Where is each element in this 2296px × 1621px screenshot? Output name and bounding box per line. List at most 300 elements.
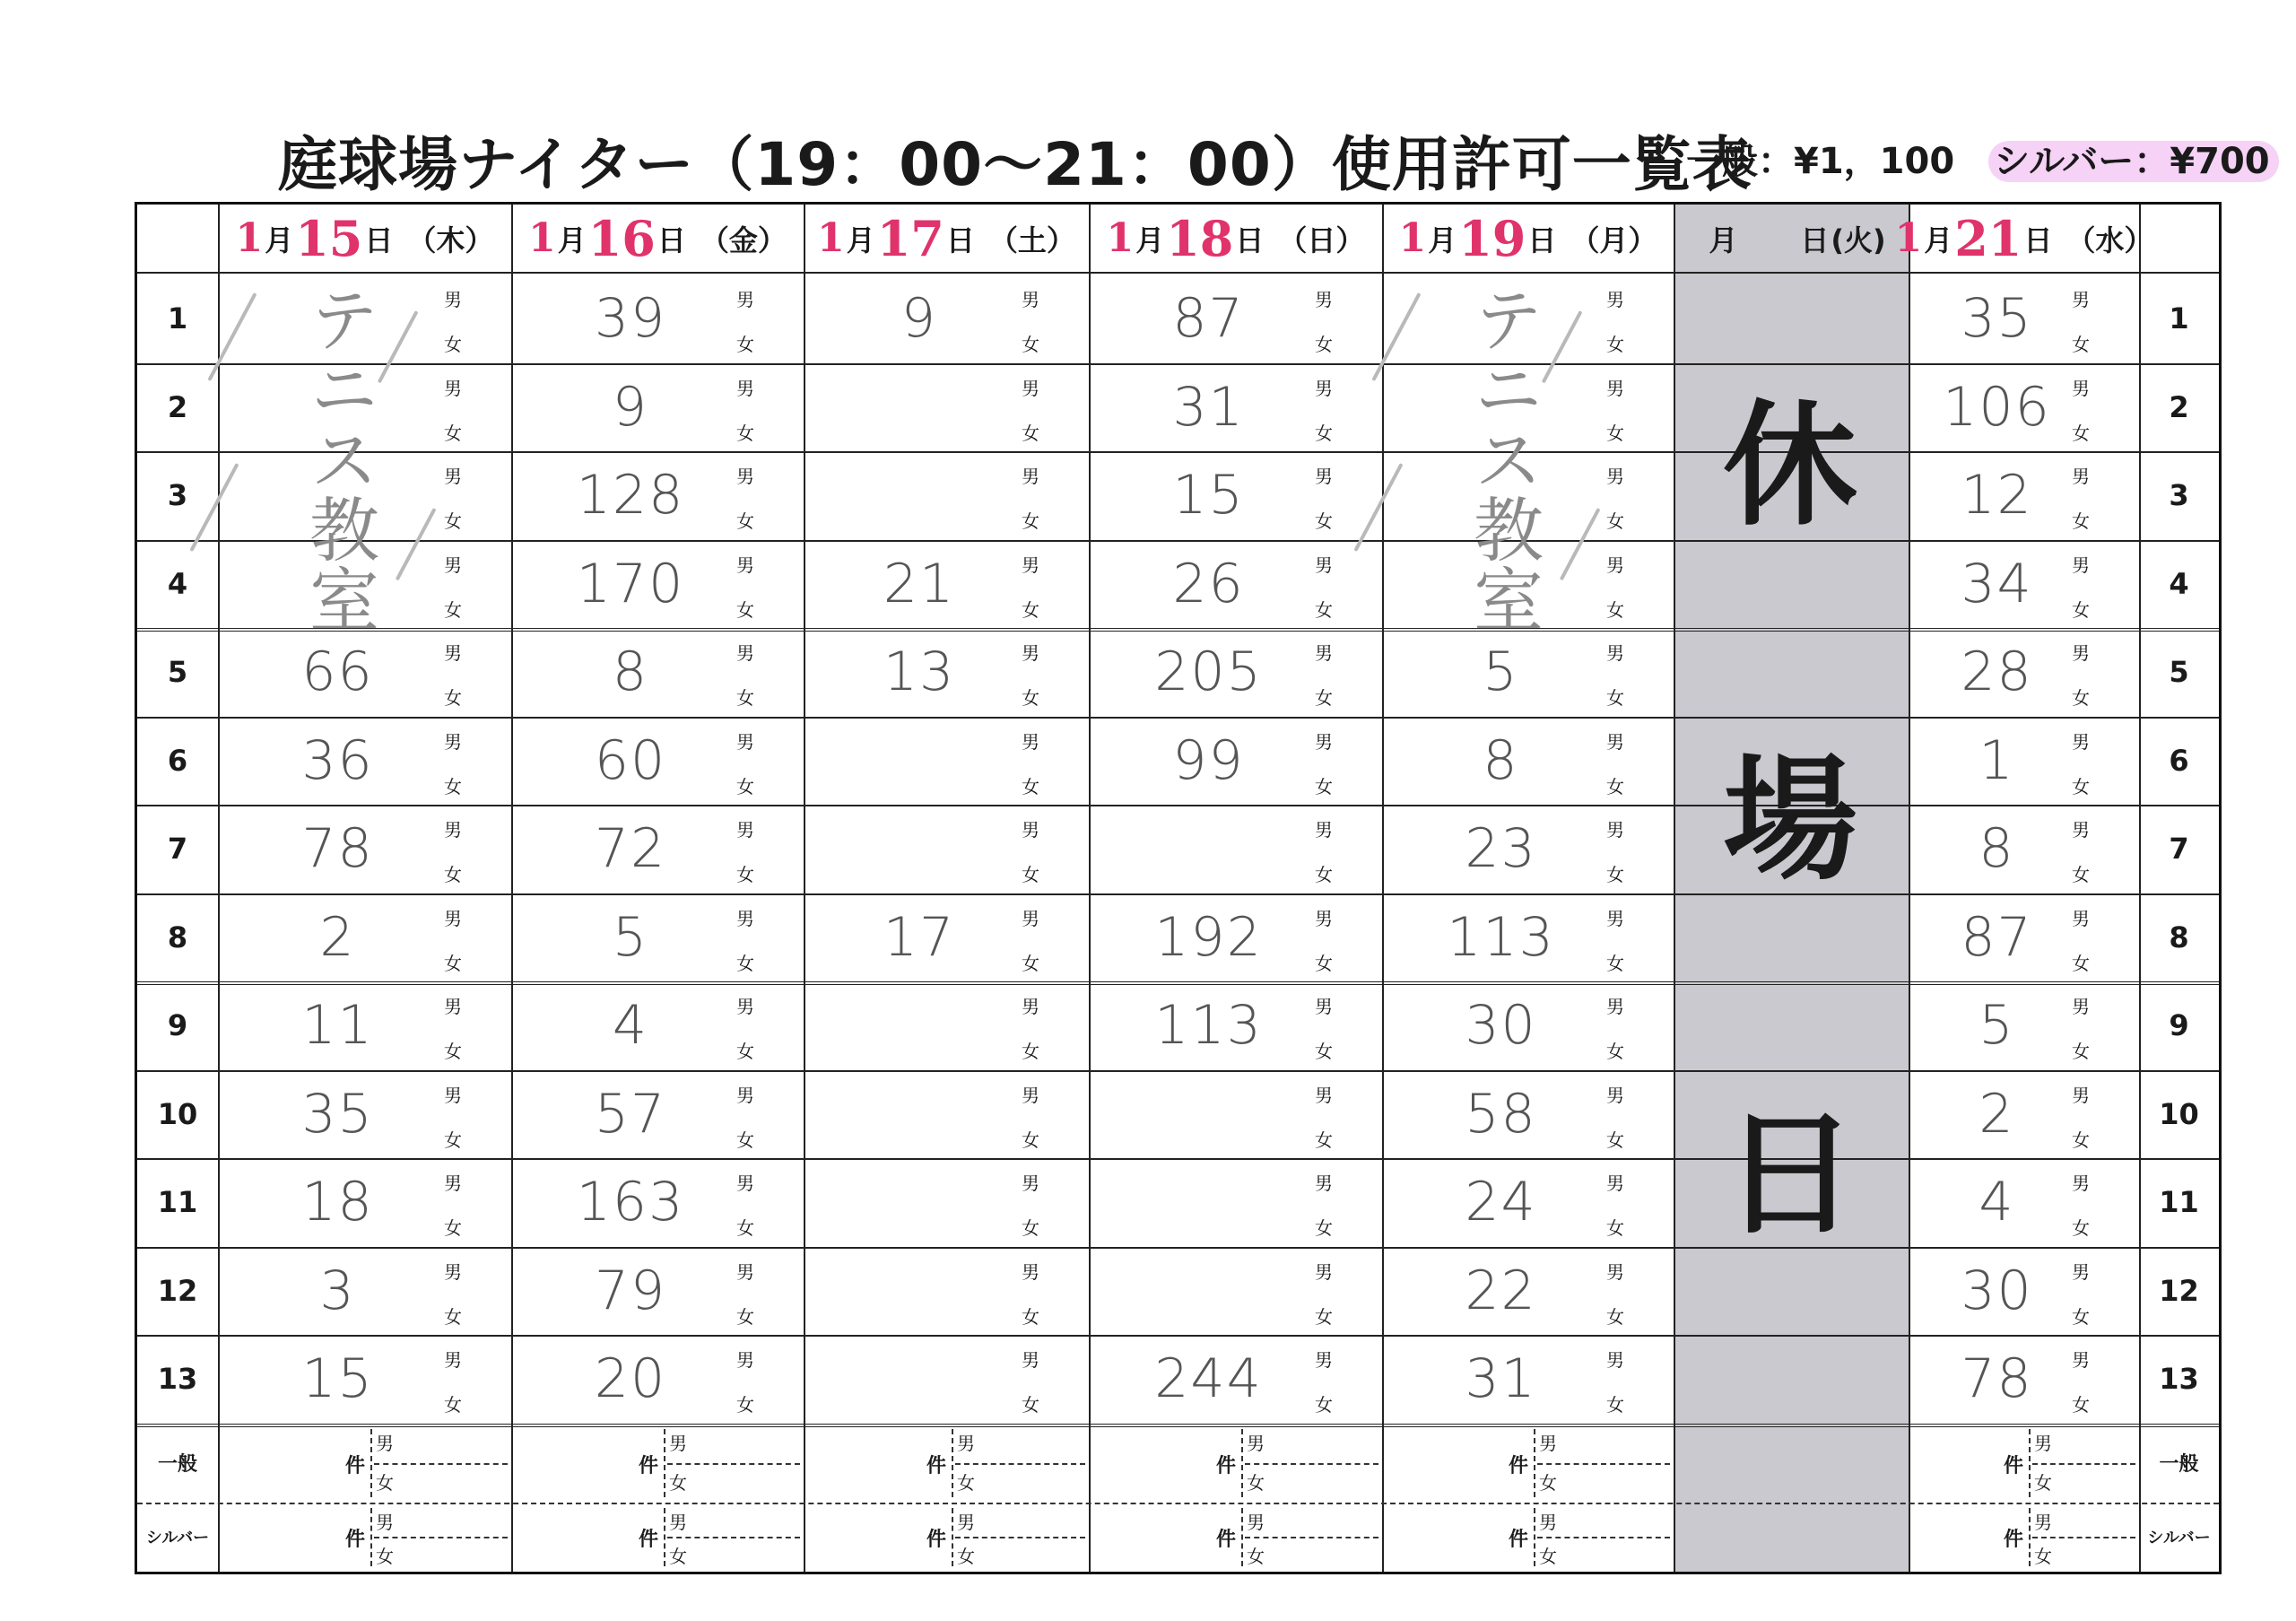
male-label: 男: [736, 1261, 754, 1283]
female-label: 女: [376, 1471, 394, 1494]
date-header: [804, 205, 1089, 272]
female-label: 女: [736, 687, 754, 709]
male-label: 男: [736, 1349, 754, 1371]
row-number: 9: [167, 1008, 188, 1043]
female-label: 女: [1315, 953, 1333, 974]
usage-count: 8: [1979, 817, 2015, 881]
male-label: 男: [1606, 1261, 1624, 1283]
header-month-unit: 月: [1135, 222, 1165, 257]
male-label: 男: [444, 378, 462, 399]
usage-count: [1089, 1247, 1328, 1336]
male-label: 男: [444, 996, 462, 1017]
usage-count: 5: [1483, 641, 1519, 704]
female-label: 女: [1606, 953, 1624, 974]
header-day: 17: [876, 209, 944, 267]
gender-dash: [1537, 1463, 1670, 1465]
male-label: 男: [1022, 1349, 1039, 1371]
row-number: 9: [2169, 1008, 2189, 1043]
case-count-label: 件: [1216, 1454, 1237, 1477]
case-count-label: 件: [345, 1529, 366, 1552]
female-label: 女: [1606, 423, 1624, 444]
female-label: 女: [1022, 510, 1039, 532]
female-label: 女: [444, 1129, 462, 1151]
male-label: 男: [1606, 466, 1624, 487]
gender-dash: [374, 1463, 508, 1465]
row-number: 12: [2159, 1274, 2199, 1309]
row-divider: [137, 1424, 2219, 1427]
male-label: 男: [1539, 1511, 1557, 1533]
female-label: 女: [2034, 1471, 2052, 1494]
split-dash: [2029, 1429, 2031, 1497]
male-label: 男: [2072, 1349, 2090, 1371]
closed-day-char: 場: [1723, 743, 1858, 899]
male-label: 男: [1315, 819, 1333, 841]
female-label: 女: [2034, 1546, 2052, 1568]
header-day-unit: 日: [364, 222, 394, 257]
female-label: 女: [1022, 687, 1039, 709]
male-label: 男: [1315, 1261, 1333, 1283]
usage-count: 31: [1465, 1347, 1537, 1411]
gender-dash: [374, 1537, 508, 1538]
closed-day-header: [1674, 205, 1909, 272]
male-label: 男: [1315, 289, 1333, 310]
header-weekday: （木）: [407, 222, 494, 257]
male-label: 男: [1022, 466, 1039, 487]
male-label: 男: [1315, 1172, 1333, 1194]
female-label: 女: [736, 1217, 754, 1239]
row-number: 5: [167, 655, 188, 690]
male-label: 男: [736, 731, 754, 753]
gender-dash: [955, 1537, 1085, 1538]
male-label: 男: [736, 908, 754, 929]
female-label: 女: [2072, 1394, 2090, 1416]
female-label: 女: [2072, 776, 2090, 797]
female-label: 女: [1022, 1217, 1039, 1239]
female-label: 女: [1022, 423, 1039, 444]
female-label: 女: [1247, 1471, 1265, 1494]
usage-permit-table: [135, 202, 2222, 1574]
male-label: 男: [1606, 1349, 1624, 1371]
male-label: 男: [1315, 731, 1333, 753]
female-label: 女: [2072, 1306, 2090, 1328]
male-label: 男: [2034, 1511, 2052, 1533]
male-label: 男: [2072, 642, 2090, 664]
female-label: 女: [1315, 1129, 1333, 1151]
female-label: 女: [1315, 599, 1333, 621]
female-label: 女: [2072, 1217, 2090, 1239]
male-label: 男: [2072, 1085, 2090, 1106]
usage-count: [804, 451, 1035, 540]
split-dash: [1241, 1429, 1243, 1497]
male-label: 男: [2072, 289, 2090, 310]
female-label: 女: [2072, 423, 2090, 444]
closed-header-day: 日: [1800, 222, 1830, 257]
male-label: 男: [444, 1085, 462, 1106]
header-day-unit: 日: [1235, 222, 1265, 257]
row-number: 12: [157, 1274, 198, 1309]
female-label: 女: [444, 1217, 462, 1239]
gender-dash: [1245, 1463, 1378, 1465]
row-number: 6: [167, 744, 188, 779]
closed-day-char: 日: [1723, 1097, 1858, 1253]
usage-count: 9: [900, 287, 938, 351]
header-day: 15: [295, 209, 363, 267]
male-label: 男: [1606, 642, 1624, 664]
female-label: 女: [957, 1546, 975, 1568]
male-label: 男: [1606, 1085, 1624, 1106]
female-label: 女: [1022, 1306, 1039, 1328]
female-label: 女: [736, 1306, 754, 1328]
female-label: 女: [2072, 1129, 2090, 1151]
female-label: 女: [1315, 1306, 1333, 1328]
male-label: 男: [1022, 554, 1039, 576]
gender-dash: [2032, 1537, 2135, 1538]
male-label: 男: [1022, 731, 1039, 753]
female-label: 女: [444, 687, 462, 709]
header-weekday: （土）: [988, 222, 1075, 257]
row-number: 10: [157, 1097, 198, 1132]
header-day: 16: [587, 209, 656, 267]
male-label: 男: [2072, 554, 2090, 576]
header-month: 1: [1398, 215, 1427, 261]
male-label: 男: [736, 996, 754, 1017]
male-label: 男: [1022, 1261, 1039, 1283]
male-label: 男: [444, 1349, 462, 1371]
row-number: 13: [2159, 1362, 2199, 1397]
female-label: 女: [1022, 1041, 1039, 1062]
header-month: 1: [817, 215, 845, 261]
split-dash: [1534, 1429, 1535, 1497]
male-label: 男: [736, 378, 754, 399]
usage-count: 87: [1961, 906, 2033, 970]
usage-count: 8: [1483, 729, 1519, 793]
male-label: 男: [736, 466, 754, 487]
usage-count: 113: [1154, 994, 1263, 1058]
male-label: 男: [1315, 1349, 1333, 1371]
male-label: 男: [1315, 1085, 1333, 1106]
usage-count: 58: [1465, 1083, 1537, 1146]
usage-count: 36: [301, 729, 374, 793]
female-label: 女: [2072, 599, 2090, 621]
header-weekday: （金）: [700, 222, 787, 257]
header-day-unit: 日: [657, 222, 686, 257]
header-month-unit: 月: [846, 222, 875, 257]
case-count-label: 件: [1509, 1529, 1529, 1552]
case-count-label: 件: [1216, 1529, 1237, 1552]
male-label: 男: [957, 1511, 975, 1533]
closed-header-weekday: (火): [1831, 222, 1886, 257]
silver-price: シルバー：¥700: [1988, 141, 2279, 182]
usage-count: [804, 1070, 1035, 1159]
case-count-label: 件: [345, 1454, 366, 1477]
row-number: 8: [167, 920, 188, 955]
gender-dash: [955, 1463, 1085, 1465]
closed-header-month: 月: [1709, 222, 1738, 257]
summary-label: シルバー: [145, 1529, 210, 1548]
male-label: 男: [1022, 996, 1039, 1017]
usage-count: 20: [594, 1347, 667, 1411]
date-header: [1382, 205, 1674, 272]
female-label: 女: [1247, 1546, 1265, 1568]
female-label: 女: [736, 864, 754, 885]
usage-count: 128: [576, 464, 685, 527]
female-label: 女: [1606, 1394, 1624, 1416]
split-dash: [1534, 1508, 1535, 1567]
tennis-class-note: テニス教室: [1462, 283, 1543, 633]
female-label: 女: [1606, 776, 1624, 797]
male-label: 男: [2072, 466, 2090, 487]
usage-count: 17: [883, 906, 956, 970]
usage-count: 2: [1979, 1083, 2015, 1146]
row-number: 4: [167, 567, 188, 602]
header-month: 1: [235, 215, 264, 261]
header-day: 21: [1954, 209, 2022, 267]
female-label: 女: [1022, 1129, 1039, 1151]
usage-count: 78: [301, 817, 374, 881]
female-label: 女: [444, 599, 462, 621]
female-label: 女: [736, 599, 754, 621]
row-number: 1: [2169, 301, 2189, 336]
header-month: 1: [1894, 215, 1923, 261]
female-label: 女: [957, 1471, 975, 1494]
usage-count: 205: [1154, 641, 1263, 704]
male-label: 男: [444, 819, 462, 841]
female-label: 女: [2072, 953, 2090, 974]
usage-count: 28: [1961, 641, 2033, 704]
male-label: 男: [1606, 378, 1624, 399]
female-label: 女: [1315, 1041, 1333, 1062]
male-label: 男: [1606, 554, 1624, 576]
split-dash: [952, 1429, 953, 1497]
male-label: 男: [1606, 996, 1624, 1017]
male-label: 男: [1539, 1432, 1557, 1454]
female-label: 女: [444, 1041, 462, 1062]
male-label: 男: [1606, 819, 1624, 841]
row-number: 6: [2169, 744, 2189, 779]
row-number: 5: [2169, 655, 2189, 690]
male-label: 男: [444, 466, 462, 487]
female-label: 女: [2072, 864, 2090, 885]
male-label: 男: [444, 554, 462, 576]
usage-count: [804, 1158, 1035, 1247]
page-title: 庭球場ナイター（19：00～21：00）使用許可一覧表: [278, 130, 1752, 199]
male-label: 男: [1247, 1511, 1265, 1533]
usage-count: 31: [1172, 376, 1245, 440]
male-label: 男: [1315, 908, 1333, 929]
female-label: 女: [1606, 1217, 1624, 1239]
male-label: 男: [2072, 819, 2090, 841]
male-label: 男: [1606, 731, 1624, 753]
male-label: 男: [1247, 1432, 1265, 1454]
row-number: 7: [2169, 832, 2189, 867]
row-divider: [137, 272, 2219, 274]
male-label: 男: [1315, 466, 1333, 487]
female-label: 女: [2072, 687, 2090, 709]
usage-count: 23: [1465, 817, 1537, 881]
female-label: 女: [736, 953, 754, 974]
usage-count: 39: [594, 287, 667, 351]
case-count-label: 件: [2004, 1529, 2024, 1552]
male-label: 男: [1022, 1085, 1039, 1106]
male-label: 男: [2072, 731, 2090, 753]
row-number: 8: [2169, 920, 2189, 955]
header-month-unit: 月: [1428, 222, 1457, 257]
male-label: 男: [1606, 289, 1624, 310]
usage-count: 8: [612, 641, 649, 704]
case-count-label: 件: [2004, 1454, 2024, 1477]
female-label: 女: [376, 1546, 394, 1568]
male-label: 男: [1606, 908, 1624, 929]
usage-count: 26: [1172, 553, 1245, 616]
usage-count: [1089, 805, 1328, 893]
usage-count: 72: [594, 817, 667, 881]
usage-count: 1: [1979, 729, 2015, 793]
usage-count: 2: [319, 906, 356, 970]
female-label: 女: [1315, 334, 1333, 355]
usage-count: 5: [1979, 994, 2015, 1058]
header-weekday: （日）: [1278, 222, 1365, 257]
usage-count: 170: [576, 553, 685, 616]
female-label: 女: [444, 1306, 462, 1328]
female-label: 女: [736, 510, 754, 532]
male-label: 男: [444, 642, 462, 664]
male-label: 男: [736, 554, 754, 576]
female-label: 女: [1315, 864, 1333, 885]
female-label: 女: [444, 953, 462, 974]
female-label: 女: [1606, 1129, 1624, 1151]
usage-count: 30: [1961, 1259, 2033, 1323]
gender-dash: [667, 1463, 800, 1465]
female-label: 女: [444, 1394, 462, 1416]
usage-count: 79: [594, 1259, 667, 1323]
male-label: 男: [376, 1511, 394, 1533]
male-label: 男: [2072, 996, 2090, 1017]
case-count-label: 件: [639, 1454, 659, 1477]
female-label: 女: [444, 334, 462, 355]
split-dash: [370, 1429, 372, 1497]
male-label: 男: [2072, 908, 2090, 929]
female-label: 女: [1539, 1471, 1557, 1494]
general-price: 一般：¥1，100: [1686, 141, 1955, 182]
split-dash: [664, 1508, 665, 1567]
usage-count: 60: [594, 729, 667, 793]
usage-count: [1089, 1070, 1328, 1159]
male-label: 男: [1022, 908, 1039, 929]
male-label: 男: [444, 1172, 462, 1194]
row-number: 1: [167, 301, 188, 336]
header-weekday: （水）: [2066, 222, 2153, 257]
female-label: 女: [736, 776, 754, 797]
male-label: 男: [1315, 554, 1333, 576]
gender-dash: [667, 1537, 800, 1538]
row-divider: [137, 1503, 2219, 1504]
split-dash: [2029, 1508, 2031, 1567]
female-label: 女: [1315, 687, 1333, 709]
usage-count: 11: [301, 994, 374, 1058]
split-dash: [1241, 1508, 1243, 1567]
male-label: 男: [376, 1432, 394, 1454]
male-label: 男: [669, 1432, 687, 1454]
female-label: 女: [1022, 599, 1039, 621]
date-header: [1894, 205, 2153, 272]
header-month: 1: [528, 215, 556, 261]
row-number: 13: [157, 1362, 198, 1397]
usage-count: 24: [1465, 1171, 1537, 1234]
usage-count: 106: [1943, 376, 2051, 440]
usage-count: 22: [1465, 1259, 1537, 1323]
female-label: 女: [736, 1394, 754, 1416]
male-label: 男: [736, 1085, 754, 1106]
usage-count: 30: [1465, 994, 1537, 1058]
female-label: 女: [1606, 864, 1624, 885]
female-label: 女: [1315, 423, 1333, 444]
female-label: 女: [1315, 1394, 1333, 1416]
usage-count: [804, 1335, 1035, 1424]
usage-count: 13: [883, 641, 956, 704]
usage-count: 34: [1961, 553, 2033, 616]
male-label: 男: [444, 1261, 462, 1283]
female-label: 女: [1606, 1041, 1624, 1062]
gender-dash: [1245, 1537, 1378, 1538]
header-day-unit: 日: [1527, 222, 1557, 257]
date-header: [218, 205, 511, 272]
female-label: 女: [1606, 1306, 1624, 1328]
summary-label: シルバー: [2147, 1529, 2211, 1548]
usage-count: 87: [1172, 287, 1245, 351]
row-number: 7: [167, 832, 188, 867]
usage-count: 15: [1172, 464, 1245, 527]
price-info: [1686, 133, 2279, 184]
split-dash: [952, 1508, 953, 1567]
usage-count: 66: [301, 641, 374, 704]
male-label: 男: [669, 1511, 687, 1533]
male-label: 男: [444, 731, 462, 753]
case-count-label: 件: [639, 1529, 659, 1552]
usage-count: 9: [612, 376, 649, 440]
female-label: 女: [736, 423, 754, 444]
female-label: 女: [736, 1041, 754, 1062]
female-label: 女: [1606, 334, 1624, 355]
female-label: 女: [2072, 1041, 2090, 1062]
female-label: 女: [1606, 599, 1624, 621]
usage-count: 12: [1961, 464, 2033, 527]
female-label: 女: [1606, 510, 1624, 532]
row-number: 4: [2169, 567, 2189, 602]
female-label: 女: [444, 510, 462, 532]
gender-dash: [1537, 1537, 1670, 1538]
case-count-label: 件: [926, 1454, 947, 1477]
date-header: [511, 205, 804, 272]
row-number: 2: [2169, 390, 2189, 425]
tennis-class-note: テニス教室: [298, 283, 378, 633]
male-label: 男: [2072, 378, 2090, 399]
date-header: [1089, 205, 1382, 272]
female-label: 女: [736, 1129, 754, 1151]
male-label: 男: [1315, 996, 1333, 1017]
female-label: 女: [1022, 334, 1039, 355]
header-month: 1: [1106, 215, 1135, 261]
gender-dash: [2032, 1463, 2135, 1465]
female-label: 女: [669, 1471, 687, 1494]
female-label: 女: [1539, 1546, 1557, 1568]
female-label: 女: [1022, 953, 1039, 974]
usage-count: [804, 363, 1035, 452]
male-label: 男: [736, 642, 754, 664]
female-label: 女: [444, 776, 462, 797]
male-label: 男: [444, 289, 462, 310]
row-number: 3: [167, 478, 188, 513]
closed-day-char: 休: [1723, 388, 1858, 545]
